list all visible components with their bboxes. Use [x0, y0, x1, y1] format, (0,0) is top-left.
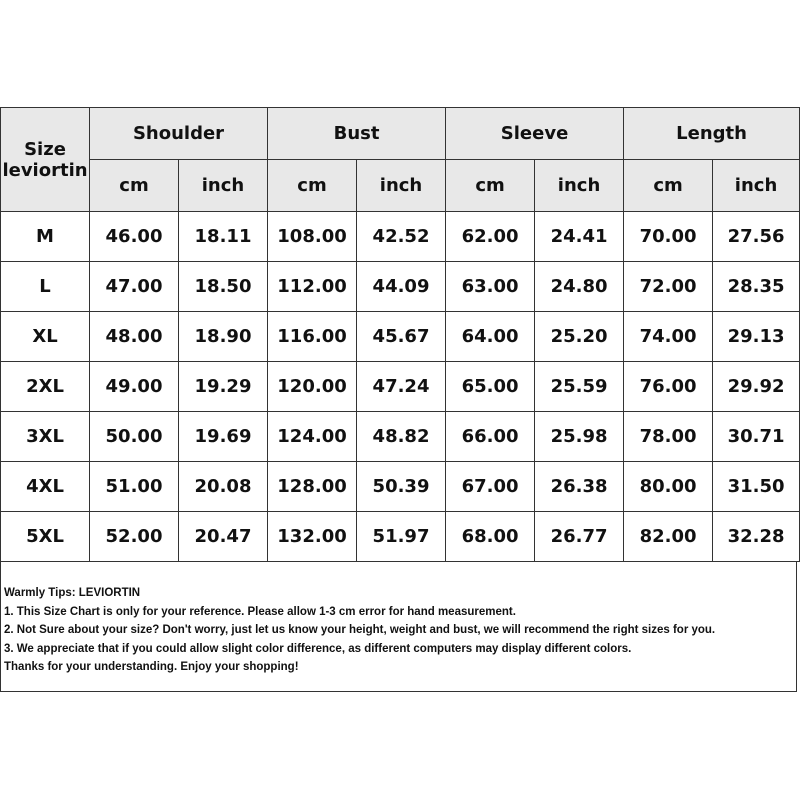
value-cell: 31.50: [713, 462, 800, 512]
value-cell: 51.00: [90, 462, 179, 512]
value-cell: 25.98: [535, 412, 624, 462]
value-cell: 80.00: [624, 462, 713, 512]
value-cell: 47.00: [90, 262, 179, 312]
table-row: [1, 362, 800, 412]
tips-box: [0, 562, 797, 692]
unit-header: inch: [713, 160, 800, 212]
value-cell: 44.09: [357, 262, 446, 312]
size-cell: 5XL: [1, 512, 90, 562]
size-cell: 4XL: [1, 462, 90, 512]
value-cell: 29.92: [713, 362, 800, 412]
size-table: [0, 107, 800, 562]
value-cell: 124.00: [268, 412, 357, 462]
unit-header: cm: [268, 160, 357, 212]
value-cell: 64.00: [446, 312, 535, 362]
table-row: [1, 512, 800, 562]
group-header-sleeve: Sleeve: [446, 108, 624, 160]
unit-header: inch: [535, 160, 624, 212]
value-cell: 26.77: [535, 512, 624, 562]
value-cell: 47.24: [357, 362, 446, 412]
group-header-length: Length: [624, 108, 800, 160]
value-cell: 128.00: [268, 462, 357, 512]
value-cell: 32.28: [713, 512, 800, 562]
table-row: [1, 312, 800, 362]
unit-header: inch: [357, 160, 446, 212]
value-cell: 62.00: [446, 212, 535, 262]
value-cell: 42.52: [357, 212, 446, 262]
value-cell: 25.59: [535, 362, 624, 412]
value-cell: 65.00: [446, 362, 535, 412]
unit-header: cm: [446, 160, 535, 212]
group-header-bust: Bust: [268, 108, 446, 160]
value-cell: 51.97: [357, 512, 446, 562]
size-chart: [0, 107, 799, 562]
size-cell: 2XL: [1, 362, 90, 412]
value-cell: 70.00: [624, 212, 713, 262]
size-cell: XL: [1, 312, 90, 362]
value-cell: 108.00: [268, 212, 357, 262]
value-cell: 50.00: [90, 412, 179, 462]
value-cell: 18.50: [179, 262, 268, 312]
tips-thanks: Thanks for your understanding. Enjoy your shopping!: [4, 661, 299, 673]
value-cell: 67.00: [446, 462, 535, 512]
value-cell: 116.00: [268, 312, 357, 362]
value-cell: 74.00: [624, 312, 713, 362]
table-row: [1, 412, 800, 462]
value-cell: 132.00: [268, 512, 357, 562]
value-cell: 24.41: [535, 212, 624, 262]
table-row: [1, 462, 800, 512]
table-row: [1, 212, 800, 262]
value-cell: 48.82: [357, 412, 446, 462]
value-cell: 66.00: [446, 412, 535, 462]
value-cell: 68.00: [446, 512, 535, 562]
value-cell: 27.56: [713, 212, 800, 262]
value-cell: 76.00: [624, 362, 713, 412]
unit-header: inch: [179, 160, 268, 212]
value-cell: 45.67: [357, 312, 446, 362]
group-header-shoulder: Shoulder: [90, 108, 268, 160]
unit-header: cm: [624, 160, 713, 212]
value-cell: 46.00: [90, 212, 179, 262]
value-cell: 20.47: [179, 512, 268, 562]
value-cell: 48.00: [90, 312, 179, 362]
value-cell: 50.39: [357, 462, 446, 512]
value-cell: 19.29: [179, 362, 268, 412]
value-cell: 29.13: [713, 312, 800, 362]
unit-header: cm: [90, 160, 179, 212]
value-cell: 28.35: [713, 262, 800, 312]
value-cell: 112.00: [268, 262, 357, 312]
value-cell: 78.00: [624, 412, 713, 462]
value-cell: 19.69: [179, 412, 268, 462]
value-cell: 52.00: [90, 512, 179, 562]
table-row: [1, 262, 800, 312]
value-cell: 26.38: [535, 462, 624, 512]
value-cell: 49.00: [90, 362, 179, 412]
tip-3: 3. We appreciate that if you could allow slight color difference, as different computers may display different colors.: [4, 642, 632, 655]
size-cell: 3XL: [1, 412, 90, 462]
value-cell: 24.80: [535, 262, 624, 312]
tip-1: 1. This Size Chart is only for your reference. Please allow 1-3 cm error for hand measurement.: [4, 605, 516, 618]
tip-2: 2. Not Sure about your size? Don't worry, just let us know your height, weight and bust, we will recommend the right sizes for you.: [4, 624, 716, 636]
value-cell: 25.20: [535, 312, 624, 362]
value-cell: 82.00: [624, 512, 713, 562]
value-cell: 63.00: [446, 262, 535, 312]
value-cell: 20.08: [179, 462, 268, 512]
tips-title: Warmly Tips: LEVIORTIN: [4, 587, 141, 599]
value-cell: 18.11: [179, 212, 268, 262]
value-cell: 120.00: [268, 362, 357, 412]
value-cell: 30.71: [713, 412, 800, 462]
size-cell: M: [1, 212, 90, 262]
size-header: Size leviortin: [1, 108, 90, 212]
value-cell: 72.00: [624, 262, 713, 312]
size-cell: L: [1, 262, 90, 312]
value-cell: 18.90: [179, 312, 268, 362]
